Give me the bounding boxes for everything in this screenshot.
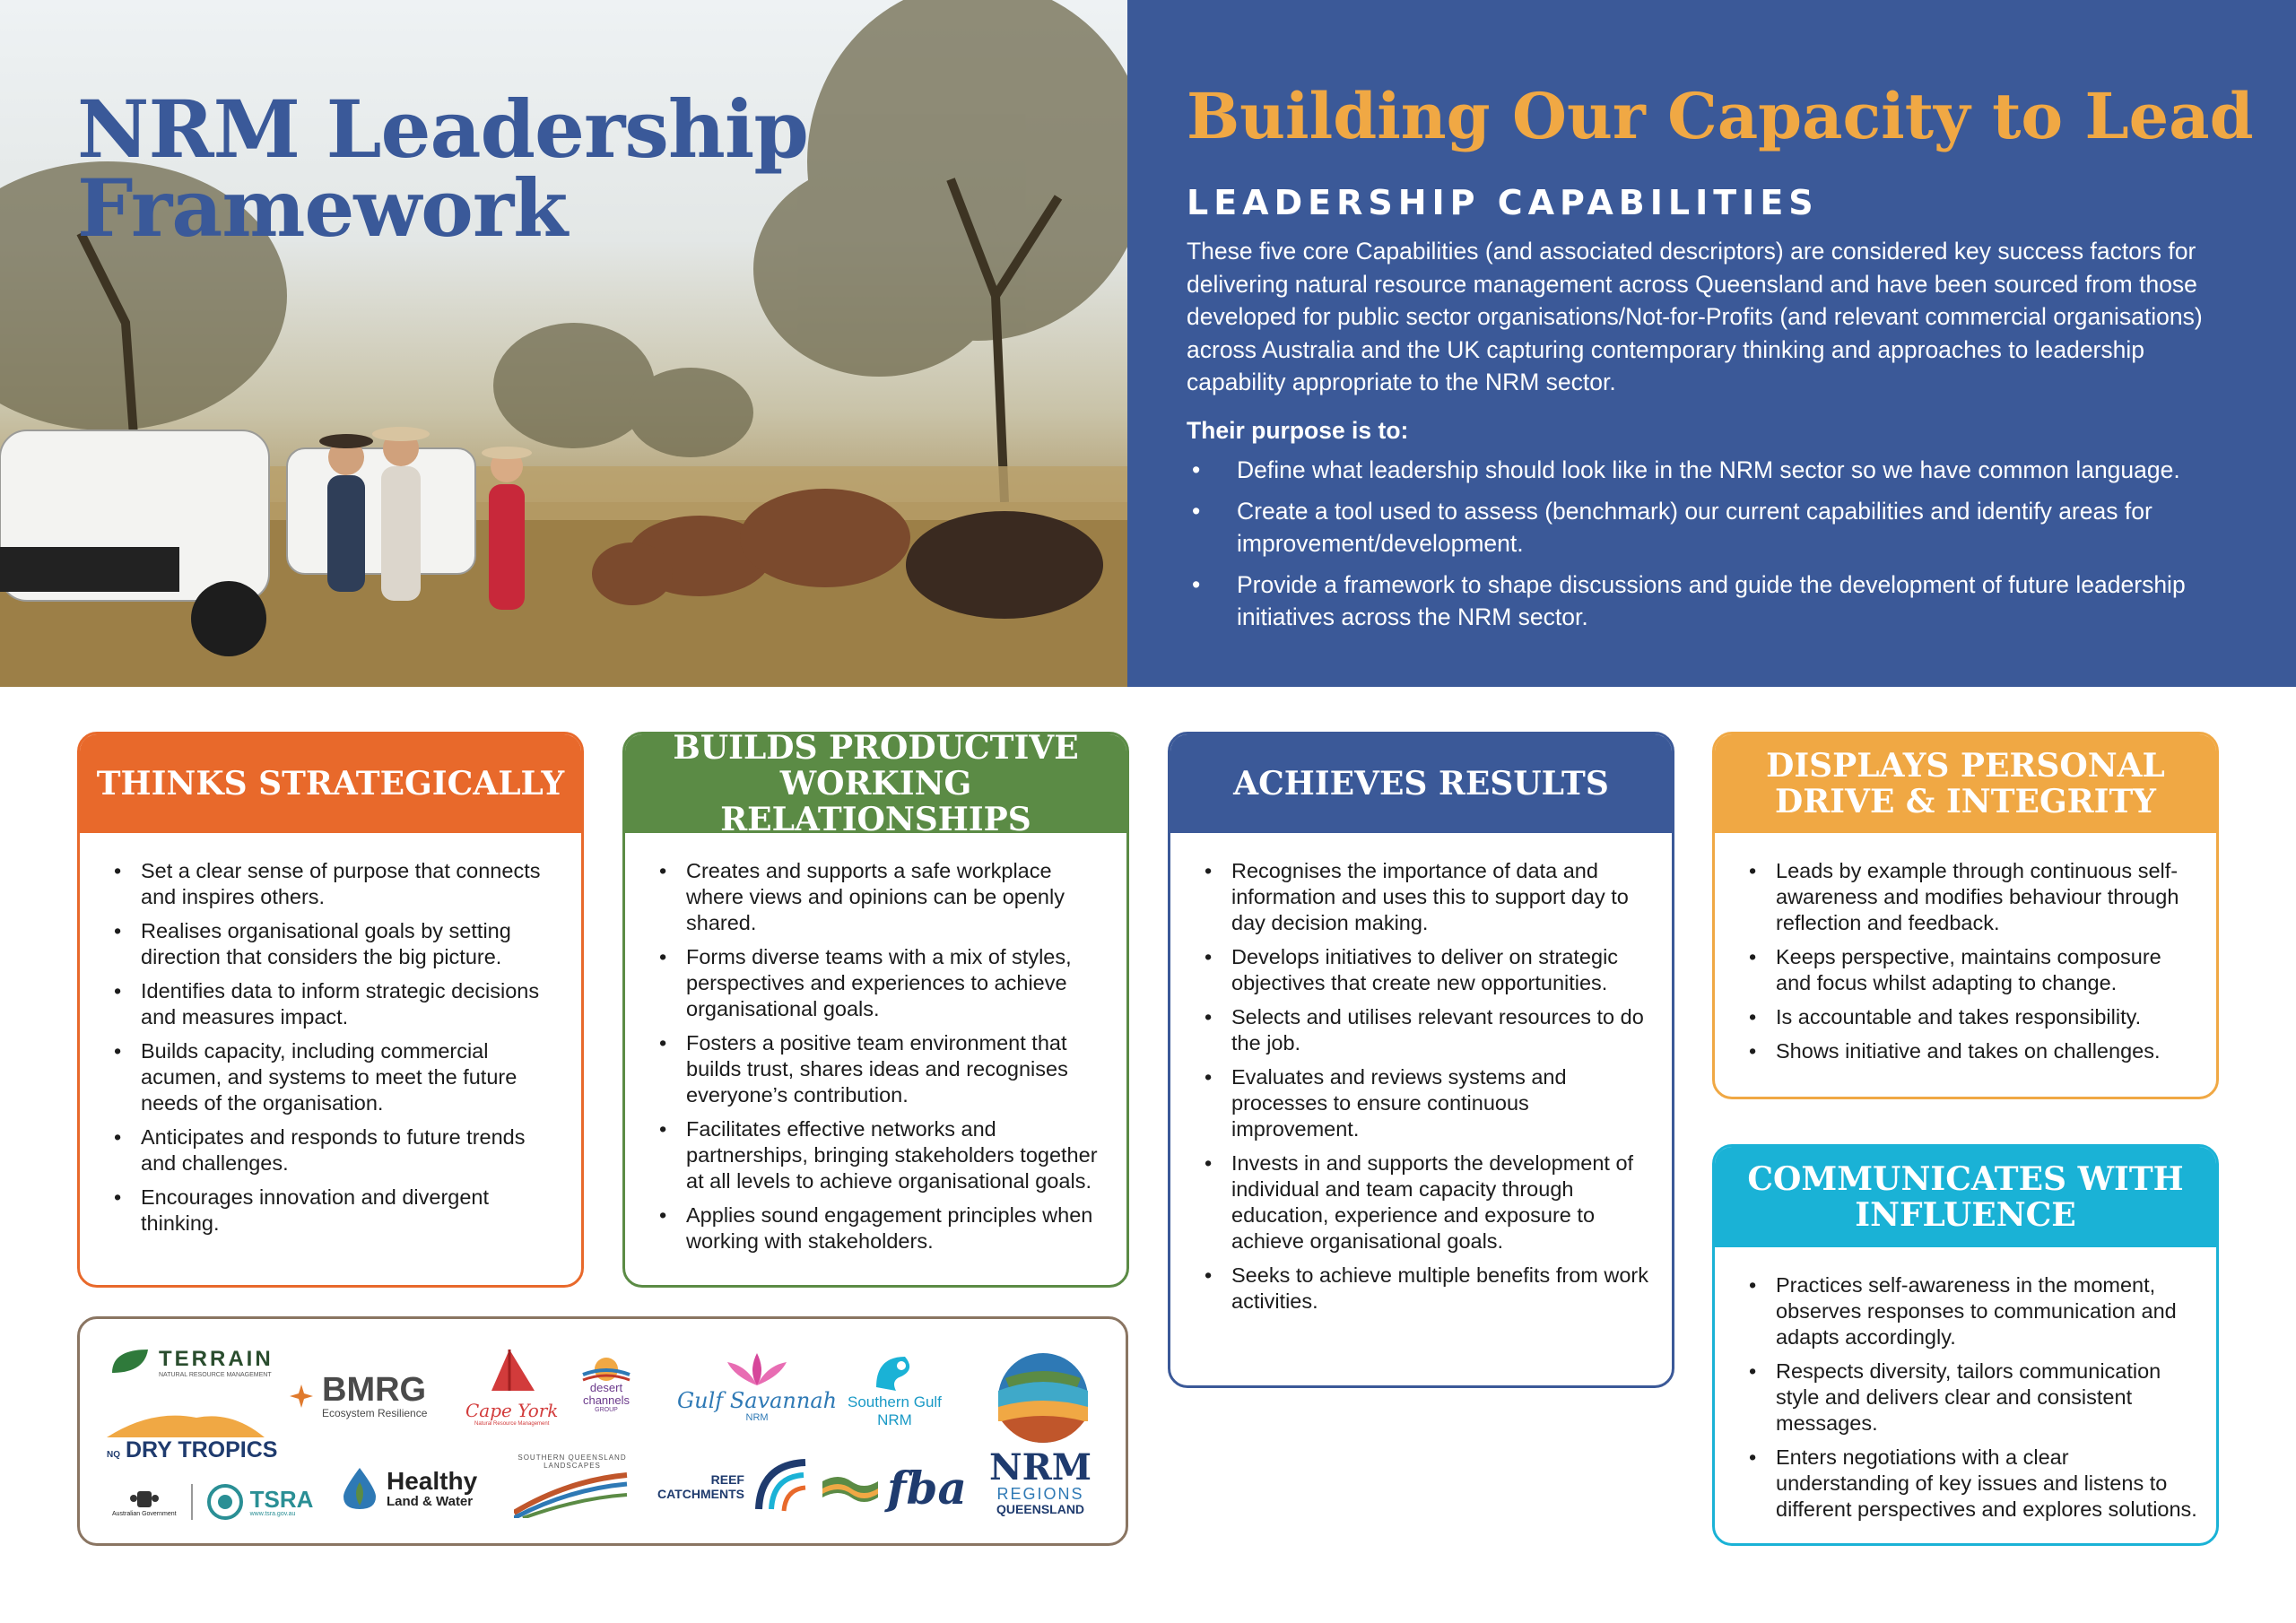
framework-title xyxy=(77,82,808,255)
nrm-regions-circle-icon xyxy=(996,1351,1090,1445)
capability-list xyxy=(1170,833,1672,1315)
capability-title: COMMUNICATES WITH INFLUENCE xyxy=(1715,1147,2216,1247)
cape-york-logo: Cape York Natural Resource Management xyxy=(465,1346,558,1427)
capability-item: • Shows initiative and takes on challenges. xyxy=(1749,1038,2198,1064)
capability-card-builds-relationships xyxy=(622,732,1129,1288)
southern-gulf-wave-icon xyxy=(869,1351,919,1393)
bmrg-star-icon xyxy=(288,1383,315,1410)
capability-item: • Realises organisational goals by setting direction that considers the big picture. xyxy=(114,918,563,970)
healthy-drop-icon xyxy=(340,1466,379,1511)
cape-york-sail-icon xyxy=(483,1346,542,1400)
hero-photo xyxy=(0,0,1127,687)
capability-item: • Evaluates and reviews systems and processes to ensure continuous improvement. xyxy=(1205,1064,1654,1142)
dry-tropics-hills-icon xyxy=(107,1409,265,1437)
reef-catchments-logo: REEF CATCHMENTS xyxy=(657,1455,814,1518)
capability-item: • Develops initiatives to deliver on strategic objectives that create new opportunities. xyxy=(1205,944,1654,996)
purpose-list xyxy=(1187,454,2263,642)
bmrg-logo: BMRG Ecosystem Resilience xyxy=(288,1373,427,1419)
nrm-regions-circle-logo xyxy=(996,1351,1090,1445)
capability-item: • Practices self-awareness in the moment, observes responses to communication and adapts accordingly. xyxy=(1749,1272,2198,1350)
healthy-land-water-logo: Healthy Land & Water xyxy=(340,1466,477,1511)
capability-item: • Respects diversity, tailors communication style and delivers clear and consistent messages. xyxy=(1749,1358,2198,1436)
capability-title: BUILDS PRODUCTIVE WORKING RELATIONSHIPS xyxy=(625,734,1126,833)
capability-item: • Encourages innovation and divergent thinking. xyxy=(114,1185,563,1237)
capability-item: • Recognises the importance of data and information and uses this to support day to day decision making. xyxy=(1205,858,1654,936)
leadership-capabilities-heading: LEADERSHIP CAPABILITIES xyxy=(1187,183,1819,222)
capability-item: • Selects and utilises relevant resources to do the job. xyxy=(1205,1004,1654,1056)
framework-title-line1: NRM Leadership xyxy=(77,82,808,176)
intro-description: These five core Capabilities (and associated descriptors) are considered key success factors for delivering natural resource management across Queensland and have been sourced from those developed for public sector organisations/Not-for-Profits (and relevant commercial organisations) across Australia and the UK capturing contemporary thinking and approaches to leadership capability appropriate to the NRM sector. xyxy=(1187,238,2203,395)
purpose-label: Their purpose is to: xyxy=(1187,417,1409,444)
framework-title-line2: Framework xyxy=(77,161,568,255)
capability-item: • Forms diverse teams with a mix of styles, perspectives and experiences to achieve organisational goals. xyxy=(659,944,1109,1022)
australian-government-logo: Australian Government TSRA www.tsra.gov.au xyxy=(112,1484,313,1520)
coat-of-arms-icon xyxy=(129,1488,160,1511)
purpose-item: • Create a tool used to assess (benchmark) our current capabilities and identify areas for improvement/development. xyxy=(1187,495,2263,560)
capability-card-communicates xyxy=(1712,1144,2219,1546)
nq-dry-tropics-logo: NQ DRY TROPICS xyxy=(107,1409,277,1463)
capability-item: • Is accountable and takes responsibility. xyxy=(1749,1004,2198,1030)
terrain-logo: TERRAIN NATURAL RESOURCE MANAGEMENT xyxy=(109,1346,274,1378)
intro-panel xyxy=(1127,0,2296,687)
desert-sun-icon xyxy=(579,1350,633,1382)
capability-list xyxy=(625,833,1126,1254)
capability-list xyxy=(1715,1247,2216,1523)
southern-queensland-landscapes-logo: SOUTHERN QUEENSLAND LANDSCAPES xyxy=(514,1454,631,1518)
capability-item: • Enters negotiations with a clear understanding of key issues and listens to different perspectives and explores solutions. xyxy=(1749,1445,2198,1523)
capability-title: THINKS STRATEGICALLY xyxy=(80,734,581,833)
lotus-icon xyxy=(717,1350,797,1389)
fba-flag-icon xyxy=(821,1469,880,1508)
purpose-item: • Define what leadership should look like in the NRM sector so we have common language. xyxy=(1187,454,2263,487)
gulf-savannah-logo: Gulf Savannah NRM xyxy=(677,1350,837,1423)
capability-item: • Seeks to achieve multiple benefits from work activities. xyxy=(1205,1263,1654,1315)
partner-logos xyxy=(77,1316,1128,1546)
southern-gulf-logo: Southern Gulf NRM xyxy=(848,1351,942,1428)
capability-item: • Fosters a positive team environment that builds trust, shares ideas and recognises everyone’s contribution. xyxy=(659,1030,1109,1108)
capability-title: ACHIEVES RESULTS xyxy=(1170,734,1672,833)
capability-item: • Builds capacity, including commercial acumen, and systems to meet the future needs of the organisation. xyxy=(114,1038,563,1116)
capability-list xyxy=(80,833,581,1237)
capability-list xyxy=(1715,833,2216,1064)
capability-card-thinks-strategically xyxy=(77,732,584,1288)
intro-heading: Building Our Capacity to Lead xyxy=(1187,79,2254,153)
terrain-leaf-icon xyxy=(109,1346,152,1378)
capability-card-personal-drive xyxy=(1712,732,2219,1099)
capability-item: • Leads by example through continuous self-awareness and modifies behaviour through reflection and feedback. xyxy=(1749,858,2198,936)
nrm-regions-queensland-logo: NRM REGIONS QUEENSLAND xyxy=(989,1446,1092,1516)
purpose-item: • Provide a framework to shape discussions and guide the development of future leadership initiatives across the NRM sector. xyxy=(1187,568,2263,634)
capability-item: • Anticipates and responds to future trends and challenges. xyxy=(114,1124,563,1176)
capability-item: • Keeps perspective, maintains composure and focus whilst adapting to change. xyxy=(1749,944,2198,996)
desert-channels-logo: desert channels GROUP xyxy=(575,1350,638,1413)
capability-card-achieves-results xyxy=(1168,732,1674,1388)
capability-title: DISPLAYS PERSONAL DRIVE & INTEGRITY xyxy=(1715,734,2216,833)
capability-item: • Applies sound engagement principles when working with stakeholders. xyxy=(659,1202,1109,1254)
capability-item: • Creates and supports a safe workplace where views and opinions can be openly shared. xyxy=(659,858,1109,936)
tsra-emblem-icon xyxy=(207,1484,243,1520)
reef-swirl-icon xyxy=(752,1455,814,1518)
capability-item: • Invests in and supports the development of individual and team capacity through education, experience and exposure to achieve organisational goals. xyxy=(1205,1150,1654,1254)
capability-item: • Facilitates effective networks and partnerships, bringing stakeholders together at all levels to achieve organisational goals. xyxy=(659,1116,1109,1194)
capability-item: • Set a clear sense of purpose that connects and inspires others. xyxy=(114,858,563,910)
capability-item: • Identifies data to inform strategic decisions and measures impact. xyxy=(114,978,563,1030)
sql-landscape-icon xyxy=(514,1471,631,1518)
fba-logo: fba xyxy=(821,1466,967,1511)
